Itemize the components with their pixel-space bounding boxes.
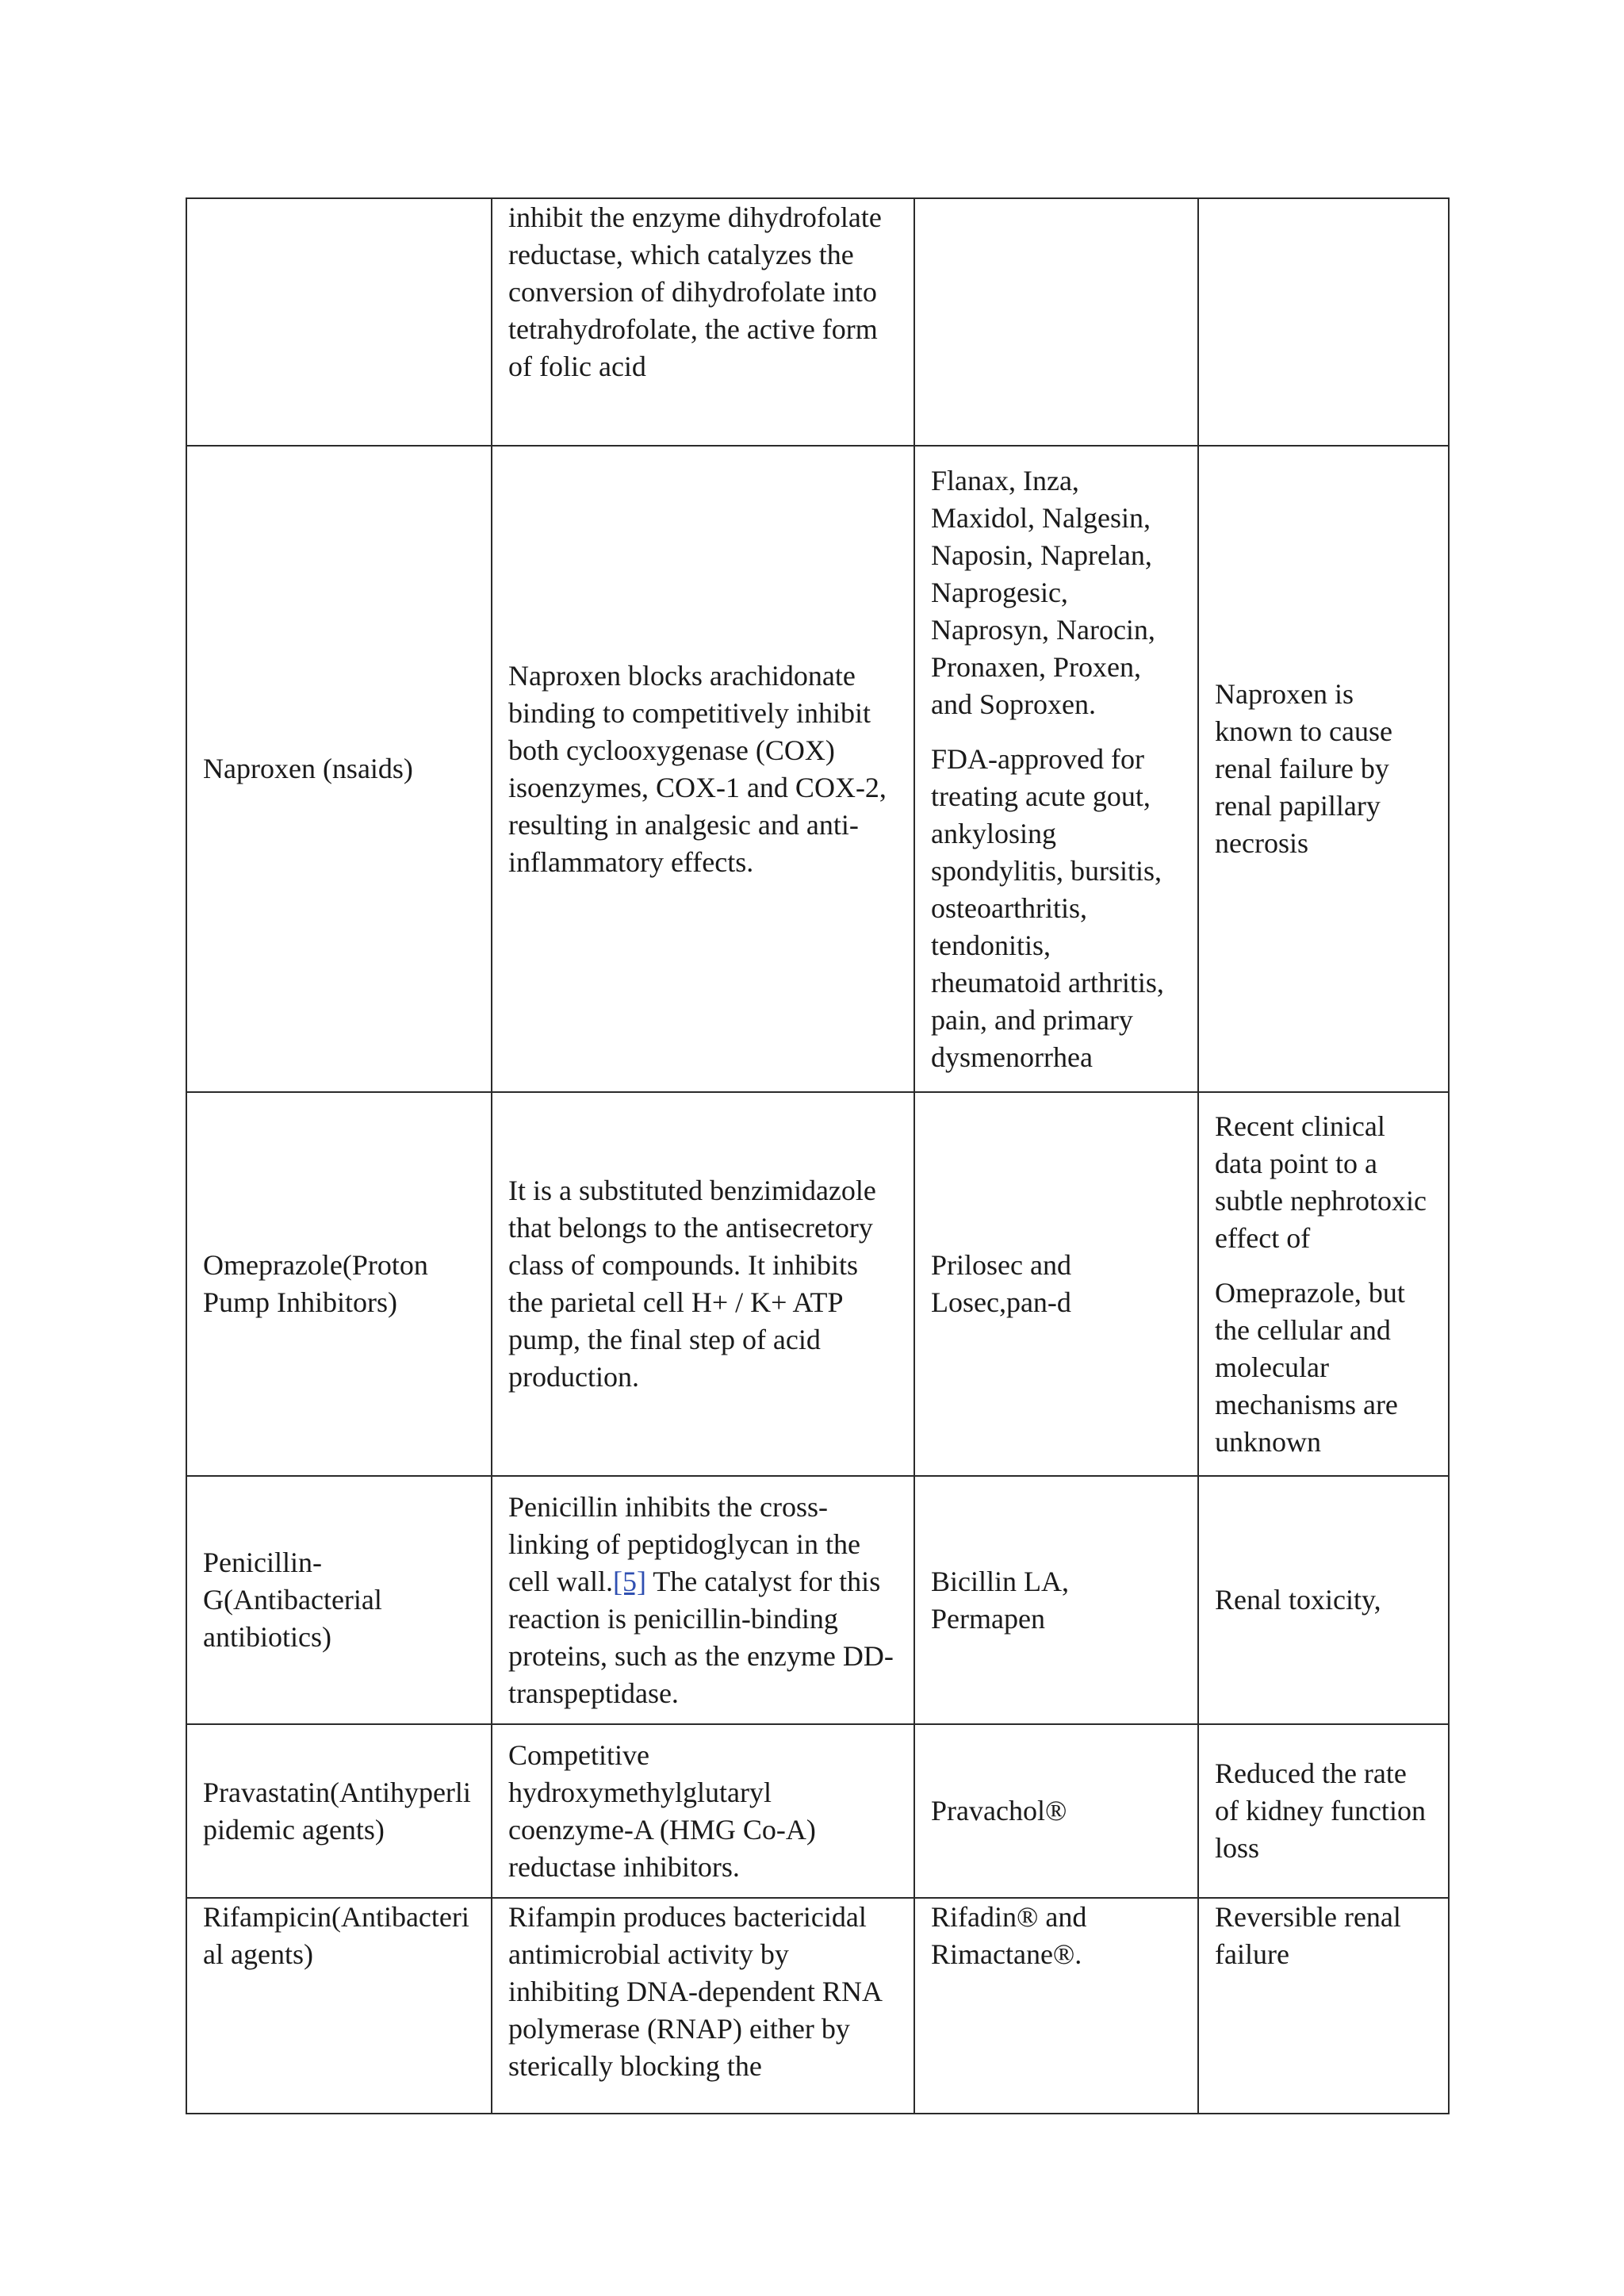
brand-names-cell: Rifadin® and Rimactane®. — [914, 1898, 1198, 2114]
mechanism-text: Penicillin inhibits the cross-linking of peptidoglycan in the cell wall. — [508, 1490, 860, 1597]
renal-effect-cell — [1198, 1092, 1449, 1476]
drug-name-cell — [186, 198, 492, 446]
brand-names-text: Flanax, Inza, Maxidol, Nalgesin, Naposin, Naprelan, Naprogesic, Naprosyn, Narocin, Pronaxen, Proxen, and Soproxen. — [931, 464, 1155, 720]
mechanism-cell: Competitive hydroxymethylglutaryl coenzyme-A (HMG Co-A) reductase inhibitors. — [492, 1724, 914, 1898]
renal-effect-cell: Reduced the rate of kidney function loss — [1198, 1724, 1449, 1898]
drug-table — [186, 197, 1450, 2114]
table-row — [186, 1092, 1449, 1476]
brand-names-cell: Pravachol® — [914, 1724, 1198, 1898]
brand-names-cell: Prilosec and Losec,pan-d — [914, 1092, 1198, 1476]
reference-link[interactable]: [5] — [612, 1565, 646, 1597]
renal-effect-cell: Reversible renal failure — [1198, 1898, 1449, 2114]
renal-effect-cell — [1198, 198, 1449, 446]
brand-names-cell — [914, 198, 1198, 446]
mechanism-cell: It is a substituted benzimidazole that belongs to the antisecretory class of compounds. It inhibits the parietal cell H+ / K+ ATP pump, the final step of acid production. — [492, 1092, 914, 1476]
mechanism-cell: inhibit the enzyme dihydrofolate reductase, which catalyzes the conversion of dihydrofolate into tetrahydrofolate, the active form of folic acid — [492, 198, 914, 446]
drug-name-cell: Rifampicin(Antibacterial agents) — [186, 1898, 492, 2114]
renal-effect-text: Omeprazole, but the cellular and molecular mechanisms are unknown — [1215, 1276, 1405, 1458]
table-row — [186, 1724, 1449, 1898]
fda-indications-text: FDA-approved for treating acute gout, ankylosing spondylitis, bursitis, osteoarthritis, tendonitis, rheumatoid arthritis, pain, and primary dysmenorrhea — [931, 742, 1164, 1073]
table-row — [186, 198, 1449, 446]
renal-effect-text: Recent clinical data point to a subtle nephrotoxic effect of — [1215, 1110, 1427, 1254]
drug-name-cell: Omeprazole(Proton Pump Inhibitors) — [186, 1092, 492, 1476]
drug-name-cell: Penicillin-G(Antibacterial antibiotics) — [186, 1476, 492, 1724]
renal-effect-cell: Naproxen is known to cause renal failure by renal papillary necrosis — [1198, 446, 1449, 1092]
table-row — [186, 1898, 1449, 2114]
drug-name-cell: Pravastatin(Antihyperlipidemic agents) — [186, 1724, 492, 1898]
brand-names-cell — [914, 446, 1198, 1092]
mechanism-cell — [492, 1476, 914, 1724]
table-row — [186, 446, 1449, 1092]
renal-effect-cell: Renal toxicity, — [1198, 1476, 1449, 1724]
mechanism-cell: Naproxen blocks arachidonate binding to competitively inhibit both cyclooxygenase (COX) isoenzymes, COX-1 and COX-2, resulting in analgesic and anti-inflammatory effects. — [492, 446, 914, 1092]
mechanism-cell: Rifampin produces bactericidal antimicrobial activity by inhibiting DNA-dependent RNA polymerase (RNAP) either by sterically blocking the — [492, 1898, 914, 2114]
mechanism-text: The catalyst for this reaction is penicillin-binding proteins, such as the enzyme DD-transpeptidase. — [508, 1565, 894, 1709]
table-row — [186, 1476, 1449, 1724]
brand-names-cell: Bicillin LA, Permapen — [914, 1476, 1198, 1724]
drug-name-cell: Naproxen (nsaids) — [186, 446, 492, 1092]
